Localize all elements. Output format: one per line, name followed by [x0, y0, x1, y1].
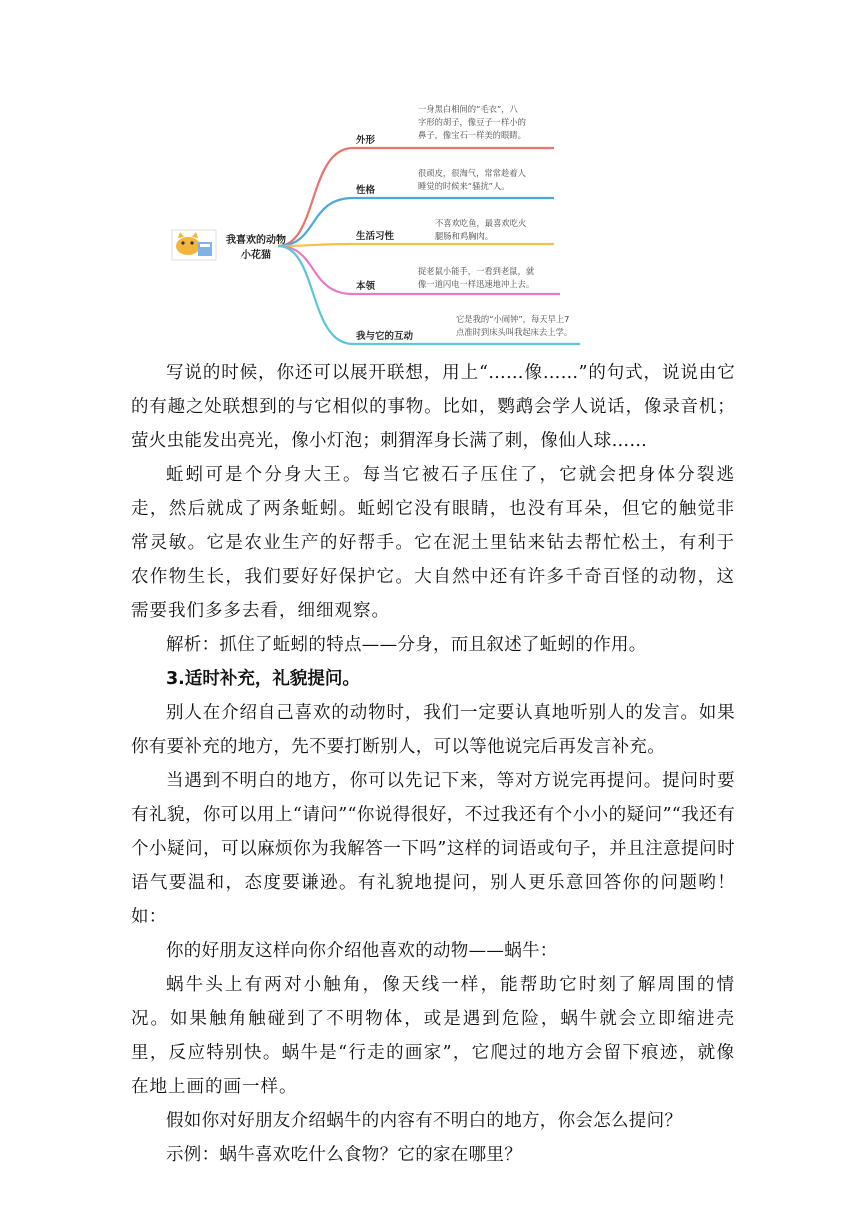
mind-map	[160, 86, 580, 354]
paragraph-question: 假如你对好朋友介绍蜗牛的内容有不明白的地方，你会怎么提问？	[166, 1111, 683, 1131]
paragraph-earthworm-example: 蚯蚓可是个分身大王。每当它被石子压住了，它就会把身体分裂逃走，然后就成了两条蚯蚓。蚯蚓它没有眼睛，也没有耳朵，但它的触觉非常灵敏。它是农业生产的好帮手。它在泥土里钻来钻去帮忙松土，有利于农作物生长，我们要好好保护它。大自然中还有许多千奇百怪的动物，这需要我们多多去看，细细观察。	[131, 465, 735, 621]
paragraph-snail-example: 蜗牛头上有两对小触角，像天线一样，能帮助它时刻了解周围的情况。如果触角触碰到了不明物体，或是遇到危险，蜗牛就会立即缩进壳里，反应特别快。蜗牛是“行走的画家”，它爬过的地方会留下痕迹，就像在地上画的画一样。	[131, 975, 735, 1097]
branch-description: 字形的胡子，像豆子一样小的	[418, 117, 526, 127]
branch-description: 腿肠和鸡胸肉。	[435, 231, 494, 241]
paragraph-sample-answer: 示例：蜗牛喜欢吃什么食物？它的家在哪里？	[166, 1145, 522, 1165]
branch-label: 外形	[356, 135, 376, 146]
branch-description: 不喜欢吃鱼，最喜欢吃火	[435, 218, 527, 228]
paragraph-listen: 别人在介绍自己喜欢的动物时，我们一定要认真地听别人的发言。如果你有要补充的地方，先不要打断别人，可以等他说完后再发言补充。	[131, 703, 735, 757]
branch-description: 一身黑白相间的“毛衣”，八	[418, 104, 518, 114]
branch-label: 性格	[356, 185, 376, 196]
paragraph-ask-politely: 当遇到不明白的地方，你可以先记下来，等对方说完再提问。提问时要有礼貌，你可以用上“请问”“你说得很好，不过我还有个小小的疑问”“我还有个小疑问，可以麻烦你为我解答一下吗”这样的词语或句子，并且注意提问时语气要温和，态度要谦逊。有礼貌地提问，别人更乐意回答你的问题哟！如：	[131, 771, 735, 927]
branch-line	[278, 244, 554, 246]
branch-description: 像一道闪电一样迅速地冲上去。	[418, 279, 535, 289]
branch-description: 捉老鼠小能手，一看到老鼠，就	[418, 266, 535, 276]
branch-label: 本领	[356, 281, 376, 292]
branch-description: 鼻子，像宝石一样美的眼睛。	[418, 130, 526, 140]
branch-label: 我与它的互动	[356, 331, 414, 342]
branch-description: 它是我的“小闹钟”，每天早上7	[456, 314, 570, 324]
mindmap-center-title: 我喜欢的动物	[226, 235, 286, 246]
branch-description: 点准时到床头叫我起床去上学。	[456, 327, 573, 337]
article-body	[131, 356, 735, 1172]
mindmap-center-subtitle: 小花猫	[241, 250, 271, 261]
paragraph-association: 写说的时候，你还可以展开联想，用上“……像……”的句式，说说由它的有趣之处联想到的与它相似的事物。比如，鹦鹉会学人说话，像录音机；萤火虫能发出亮光，像小灯泡；刺猬浑身长满了刺，像仙人球……	[131, 363, 735, 451]
branch-description: 睡觉的时候来“骚扰”人。	[418, 181, 510, 191]
section-heading: 3.适时补充，礼貌提问。	[166, 669, 360, 689]
branch-label: 生活习性	[356, 231, 395, 242]
paragraph-friend-intro: 你的好朋友这样向你介绍他喜欢的动物——蜗牛：	[166, 941, 558, 961]
paragraph-analysis: 解析：抓住了蚯蚓的特点——分身，而且叙述了蚯蚓的作用。	[166, 635, 647, 655]
cat-icon	[172, 230, 216, 260]
branch-description: 很顽皮，很淘气，常常趁着人	[418, 168, 526, 178]
